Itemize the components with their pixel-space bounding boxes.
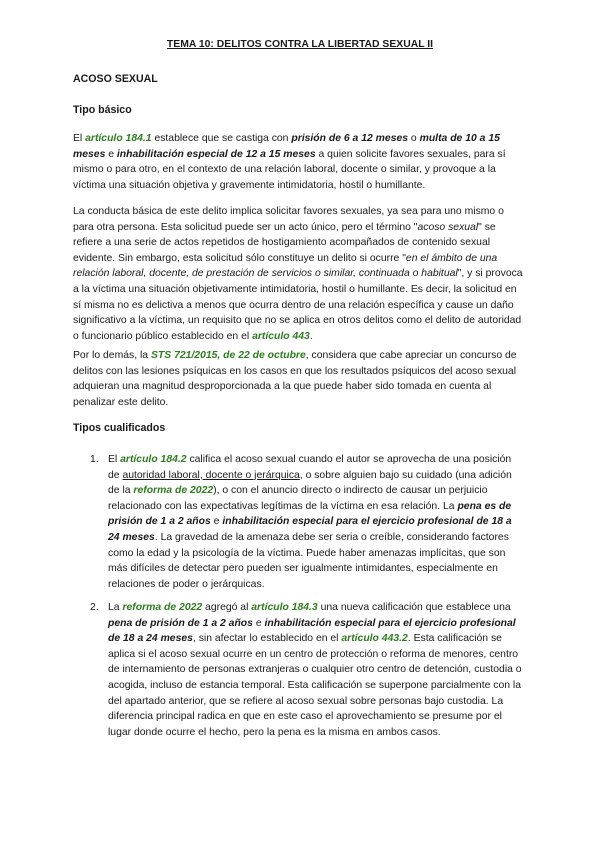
list-item-1: El artículo 184.2 califica el acoso sexual cuando el autor se aprovecha de una posición de autoridad laboral, docente o jerárquica, o sobre alguien bajo su cuidado (una adición de la reforma de 2022), o con el anuncio directo o indirecto de causar un perjuicio relacionado con las expectativas legítimas de la víctima en esa relación. La pena es de prisión de 1 a 2 años e inhabilitación especial para el ejercicio profesional de 18 a 24 meses. La gravedad de la amenaza debe ser seria o creíble, considerando factores como la edad y la psicología de la víctima. Puede haber amenazas implícitas, que son más difíciles de detectar pero pueden ser igualmente intimidantes, especialmente en relaciones de poder o jerárquicas. xyxy=(108,454,512,590)
link-articulo-184-3: artículo 184.3 xyxy=(251,602,318,613)
document-title: TEMA 10: DELITOS CONTRA LA LIBERTAD SEXUAL II xyxy=(166,39,434,50)
link-reforma-2022: reforma de 2022 xyxy=(133,485,214,497)
section-heading: ACOSO SEXUAL xyxy=(73,73,158,85)
paragraph-tipo-basico: El artículo 184.1 establece que se castiga con prisión de 6 a 12 meses o multa de 10 a 15 meses e inhabilitación especial de 12 a 15 meses a quien solicite favores sexuales, para sí mismo o para otro, en el contexto de una relación laboral, docente o similar, y provoque a la víctima una situación objetiva y gravemente intimidatoria, hostil o humillante. xyxy=(73,133,506,191)
link-sts: STS 721/2015, de 22 de octubre xyxy=(150,350,306,361)
subheading-tipos-cualificados: Tipos cualificados xyxy=(73,422,166,434)
link-articulo-184-1: artículo 184.1 xyxy=(85,133,152,144)
link-reforma-2022: reforma de 2022 xyxy=(122,602,203,613)
link-articulo-184-2: artículo 184.2 xyxy=(120,454,187,465)
list-item-2: La reforma de 2022 agregó al artículo 184.3 una nueva calificación que establece una pena de prisión de 1 a 2 años e inhabilitación especial para el ejercicio profesional de 18 a 24 meses, sin afectar lo establecido en el artículo 443.2. Esta calificación se aplica si el acoso sexual ocurre en un centro de protección o reforma de menores, centro de internamiento de personas extranjeras o cualquier otro centro de detención, custodia o acogida, incluso de estancia temporal. Esta calificación se superpone parcialmente con la del apartado anterior, que se refiere al acoso sexual sobre personas bajo custodia. La diferencia principal radica en que en este caso el aprovechamiento se presume por el lugar donde ocurre el hecho, pero la pena es la misma en ambos casos. xyxy=(108,602,522,738)
link-articulo-443-2: artículo 443.2 xyxy=(341,633,408,645)
paragraph-conducta: La conducta básica de este delito implica solicitar favores sexuales, ya sea para uno mismo o para otra persona. Esta solicitud puede ser un acto único, pero el término "acoso sexual" se refiere a una serie de actos repetidos de hostigamiento acompañados de contenido sexual evidente. Sin embargo, esta solicitud sólo constituye un delito si ocurre "en el ámbito de una relación laboral, docente, de prestación de servicios o similar, continuada o habitual", y si provoca a la víctima una situación objetivamente intimidatoria, hostil o humillante. Es decir, la solicitud en sí misma no es delictiva a menos que ocurra dentro de una relación específica y cause un daño significativo a la víctima, un requisito que no se aplica en otros delitos como el delito de autoridad o funcionario público establecido en el artículo 443. xyxy=(73,206,523,342)
link-articulo-443: artículo 443 xyxy=(252,330,310,342)
subheading-tipo-basico: Tipo básico xyxy=(73,104,132,116)
paragraph-sts: Por lo demás, la STS 721/2015, de 22 de octubre, considera que cabe apreciar un concurso de delitos con las lesiones psíquicas en los casos en que los resultados psíquicos del acoso sexual adquieran una magnitud desproporcionada a la que puede haber sido tomada en cuenta al penalizar este delito. xyxy=(73,350,517,408)
list-number-2: 2. xyxy=(90,602,99,613)
list-number-1: 1. xyxy=(90,454,99,465)
